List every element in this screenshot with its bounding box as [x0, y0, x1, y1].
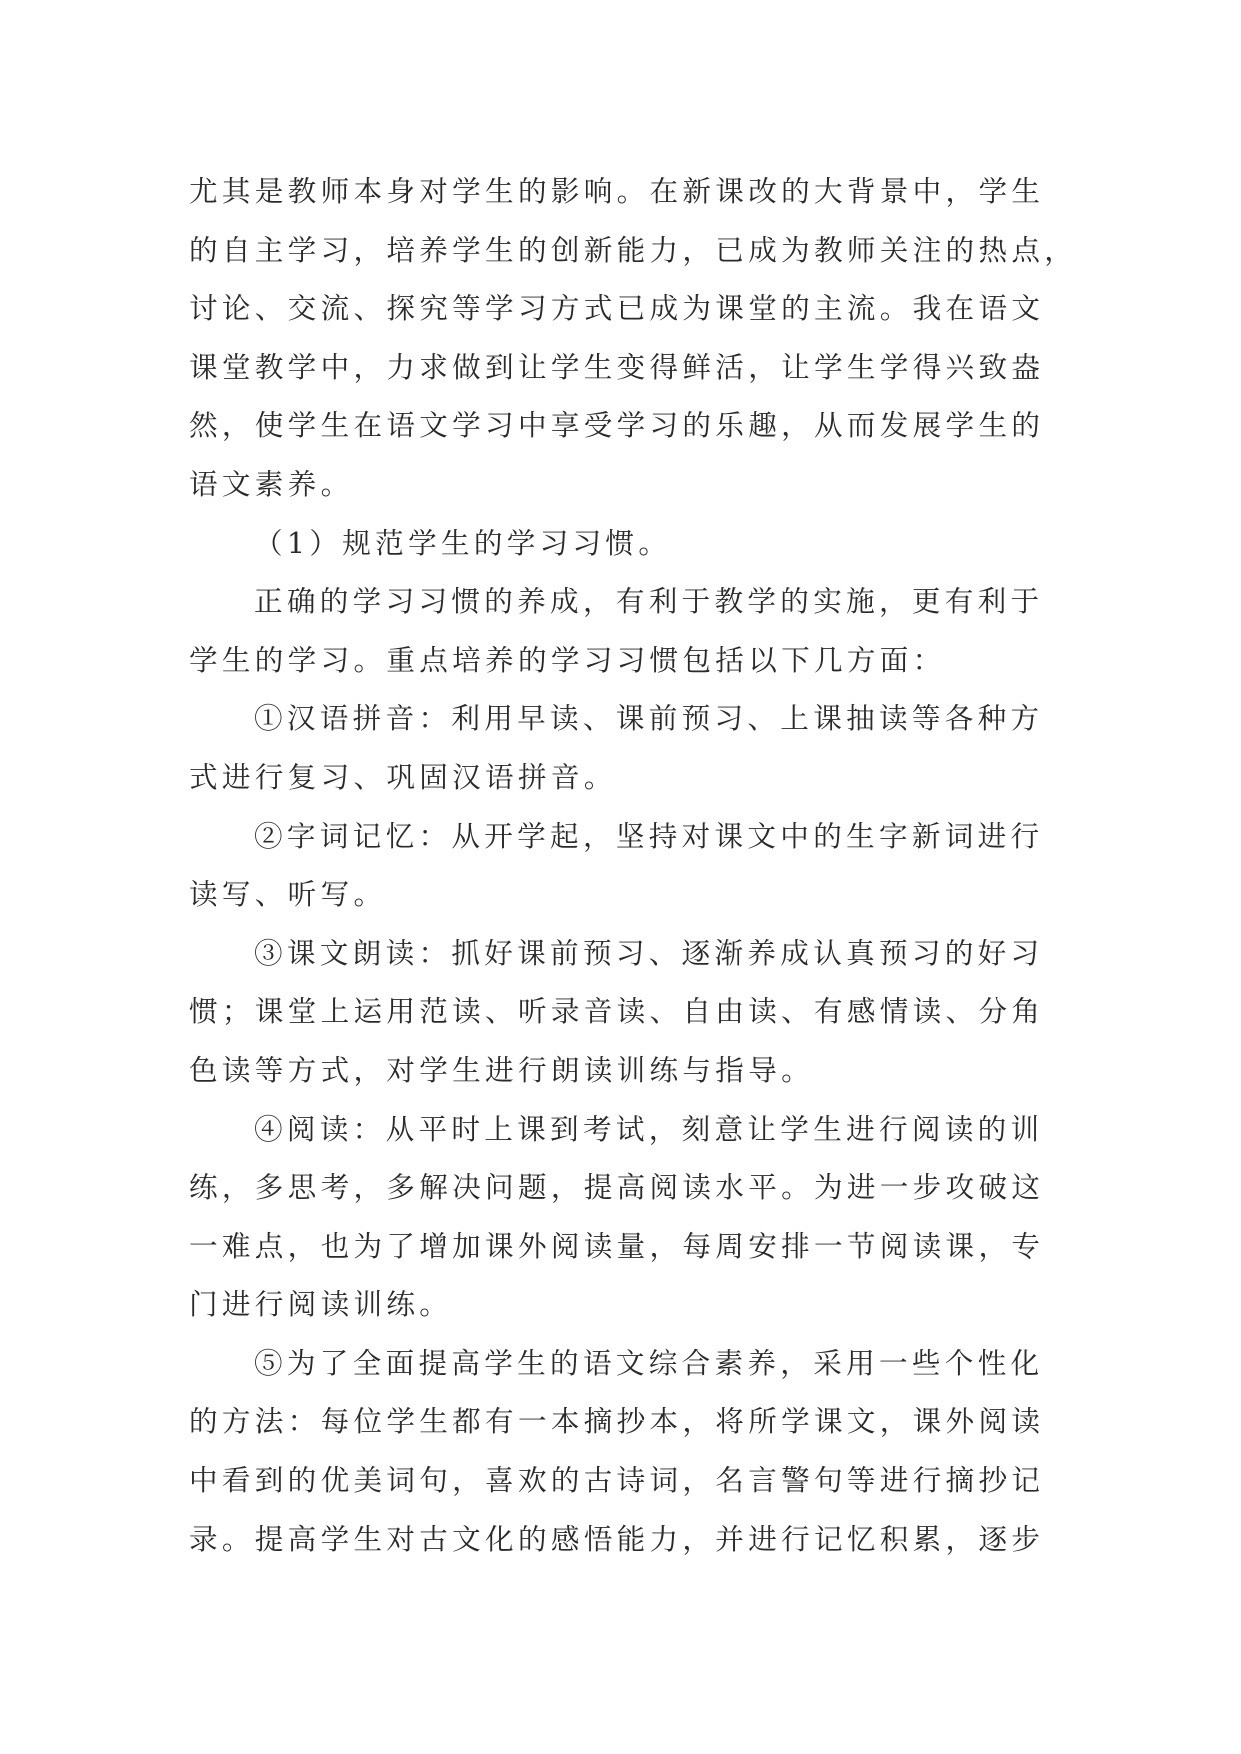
text-line: 练，多思考，多解决问题，提高阅读水平。为进一步攻破这	[189, 1170, 1045, 1205]
text-line: 中看到的优美词句，喜欢的古诗词，名言警句等进行摘抄记	[189, 1463, 1045, 1498]
section-heading: （1）规范学生的学习习惯。	[254, 525, 672, 560]
text-line: 的自主学习，培养学生的创新能力，已成为教师关注的热点，	[189, 232, 1078, 267]
text-line: 一难点，也为了增加课外阅读量，每周安排一节阅读课，专	[189, 1228, 1045, 1263]
text-line: 读写、听写。	[189, 877, 387, 912]
text-line: 课堂教学中，力求做到让学生变得鲜活，让学生学得兴致盎	[189, 349, 1045, 384]
text-line: 语文素养。	[189, 466, 354, 501]
text-line: 惯；课堂上运用范读、听录音读、自由读、有感情读、分角	[189, 994, 1045, 1029]
list-item-literacy: ⑤为了全面提高学生的语文综合素养，采用一些个性化	[254, 1345, 1044, 1380]
text-line: 色读等方式，对学生进行朗读训练与指导。	[189, 1052, 814, 1087]
text-line: 的方法：每位学生都有一本摘抄本，将所学课文，课外阅读	[189, 1404, 1045, 1439]
text-line: 然，使学生在语文学习中享受学习的乐趣，从而发展学生的	[189, 408, 1045, 443]
text-line: 讨论、交流、探究等学习方式已成为课堂的主流。我在语文	[189, 291, 1045, 326]
list-item-reading: ④阅读：从平时上课到考试，刻意让学生进行阅读的训	[254, 1111, 1044, 1146]
text-line: 录。提高学生对古文化的感悟能力，并进行记忆积累，逐步	[189, 1521, 1045, 1556]
text-line: 学生的学习。重点培养的学习习惯包括以下几方面：	[189, 642, 946, 677]
text-line: 正确的学习习惯的养成，有利于教学的实施，更有利于	[254, 584, 1044, 619]
list-item-vocabulary: ②字词记忆：从开学起，坚持对课文中的生字新词进行	[254, 818, 1044, 853]
text-line: 尤其是教师本身对学生的影响。在新课改的大背景中，学生	[189, 174, 1045, 208]
list-item-pinyin: ①汉语拼音：利用早读、课前预习、上课抽读等各种方	[254, 701, 1044, 736]
body-text	[189, 162, 1078, 1568]
text-line: 门进行阅读训练。	[189, 1287, 453, 1322]
list-item-reading-aloud: ③课文朗读：抓好课前预习、逐渐养成认真预习的好习	[254, 935, 1044, 970]
text-line: 式进行复习、巩固汉语拼音。	[189, 759, 617, 794]
